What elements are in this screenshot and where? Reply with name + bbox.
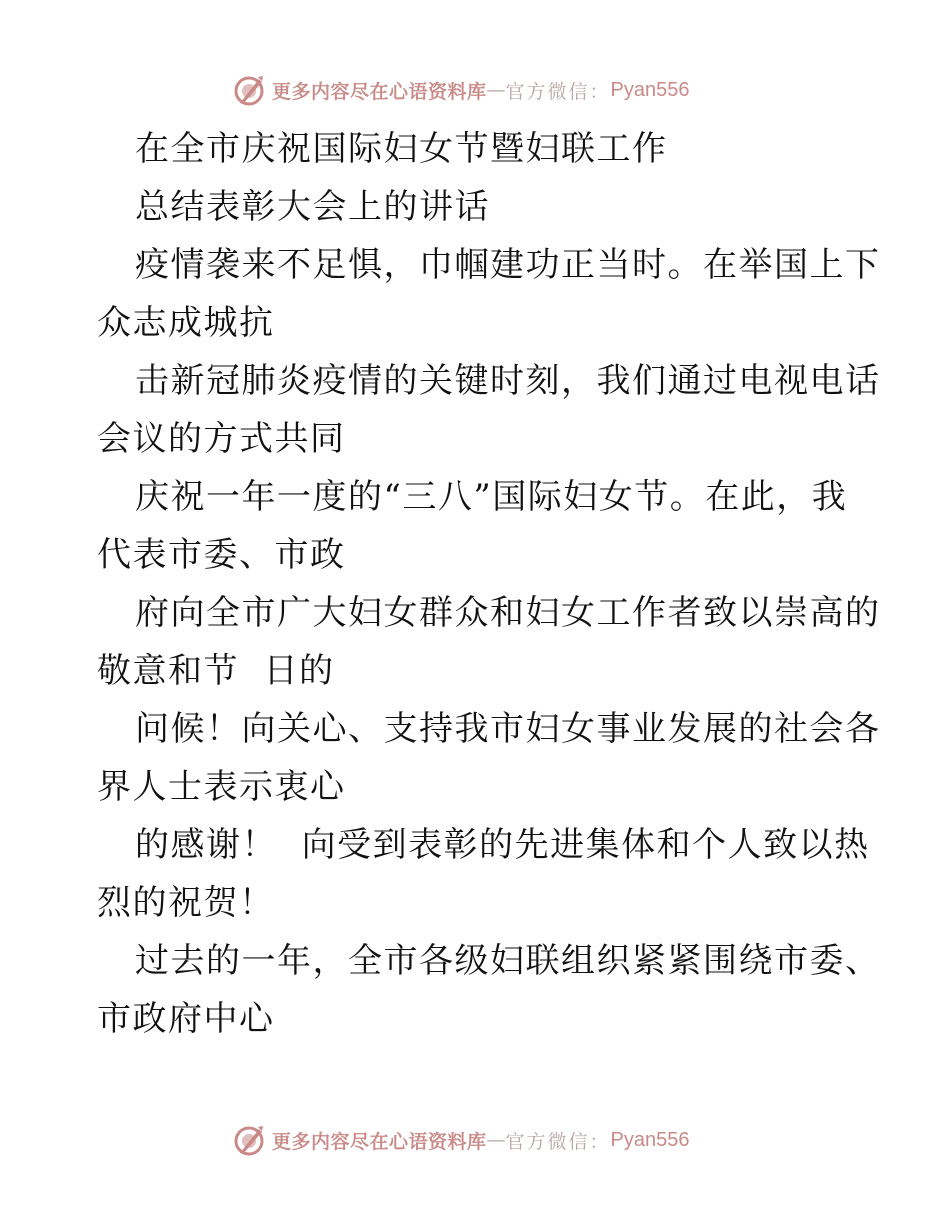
paragraph-line: 击新冠肺炎疫情的关键时刻，我们通过电视电话 [135,361,881,401]
paragraph-line: 府向全市广大妇女群众和妇女工作者致以崇高的 [135,593,881,633]
watermark-dash: — [486,1129,506,1151]
watermark-brand: 更多内容尽在心语资料库 [272,80,487,103]
watermark-brand: 更多内容尽在心语资料库 [272,1130,487,1153]
paragraph-line: 代表市委、市政 [97,535,346,575]
paragraph-line: 过去的一年，全市各级妇联组织紧紧围绕市委、 [135,941,881,981]
paragraph-line: 烈的祝贺！ [97,883,275,923]
paragraph-line: 会议的方式共同 [97,419,346,459]
document-body [97,120,881,1048]
paragraph-line: 市政府中心 [97,999,275,1039]
paragraph-line: 问候！向关心、支持我市妇女事业发展的社会各 [135,709,881,749]
header-watermark [232,72,690,108]
title-line-1: 在全市庆祝国际妇女节暨妇联工作 [135,129,668,169]
paragraph-line: 众志成城抗 [97,303,275,343]
paragraph-line: 疫情袭来不足惧，巾帼建功正当时。在举国上下 [135,245,881,285]
paragraph-line: 界人士表示衷心 [97,767,346,807]
quill-pen-seal-icon [232,73,266,107]
watermark-dash: — [486,79,506,101]
footer-watermark [232,1122,690,1158]
paragraph-line: 敬意和节 日的 [97,651,335,691]
quill-pen-seal-icon [232,1123,266,1157]
paragraph-line: 的感谢！ 向受到表彰的先进集体和个人致以热 [135,825,870,865]
title-line-2: 总结表彰大会上的讲话 [135,187,490,227]
watermark-wechat-id: Pyan556 [610,1128,690,1151]
watermark-wechat-label: 官方微信： [505,1130,611,1153]
watermark-wechat-id: Pyan556 [610,78,690,101]
paragraph-line: 庆祝一年一度的“三八”国际妇女节。在此，我 [135,477,848,517]
watermark-wechat-label: 官方微信： [505,80,611,103]
